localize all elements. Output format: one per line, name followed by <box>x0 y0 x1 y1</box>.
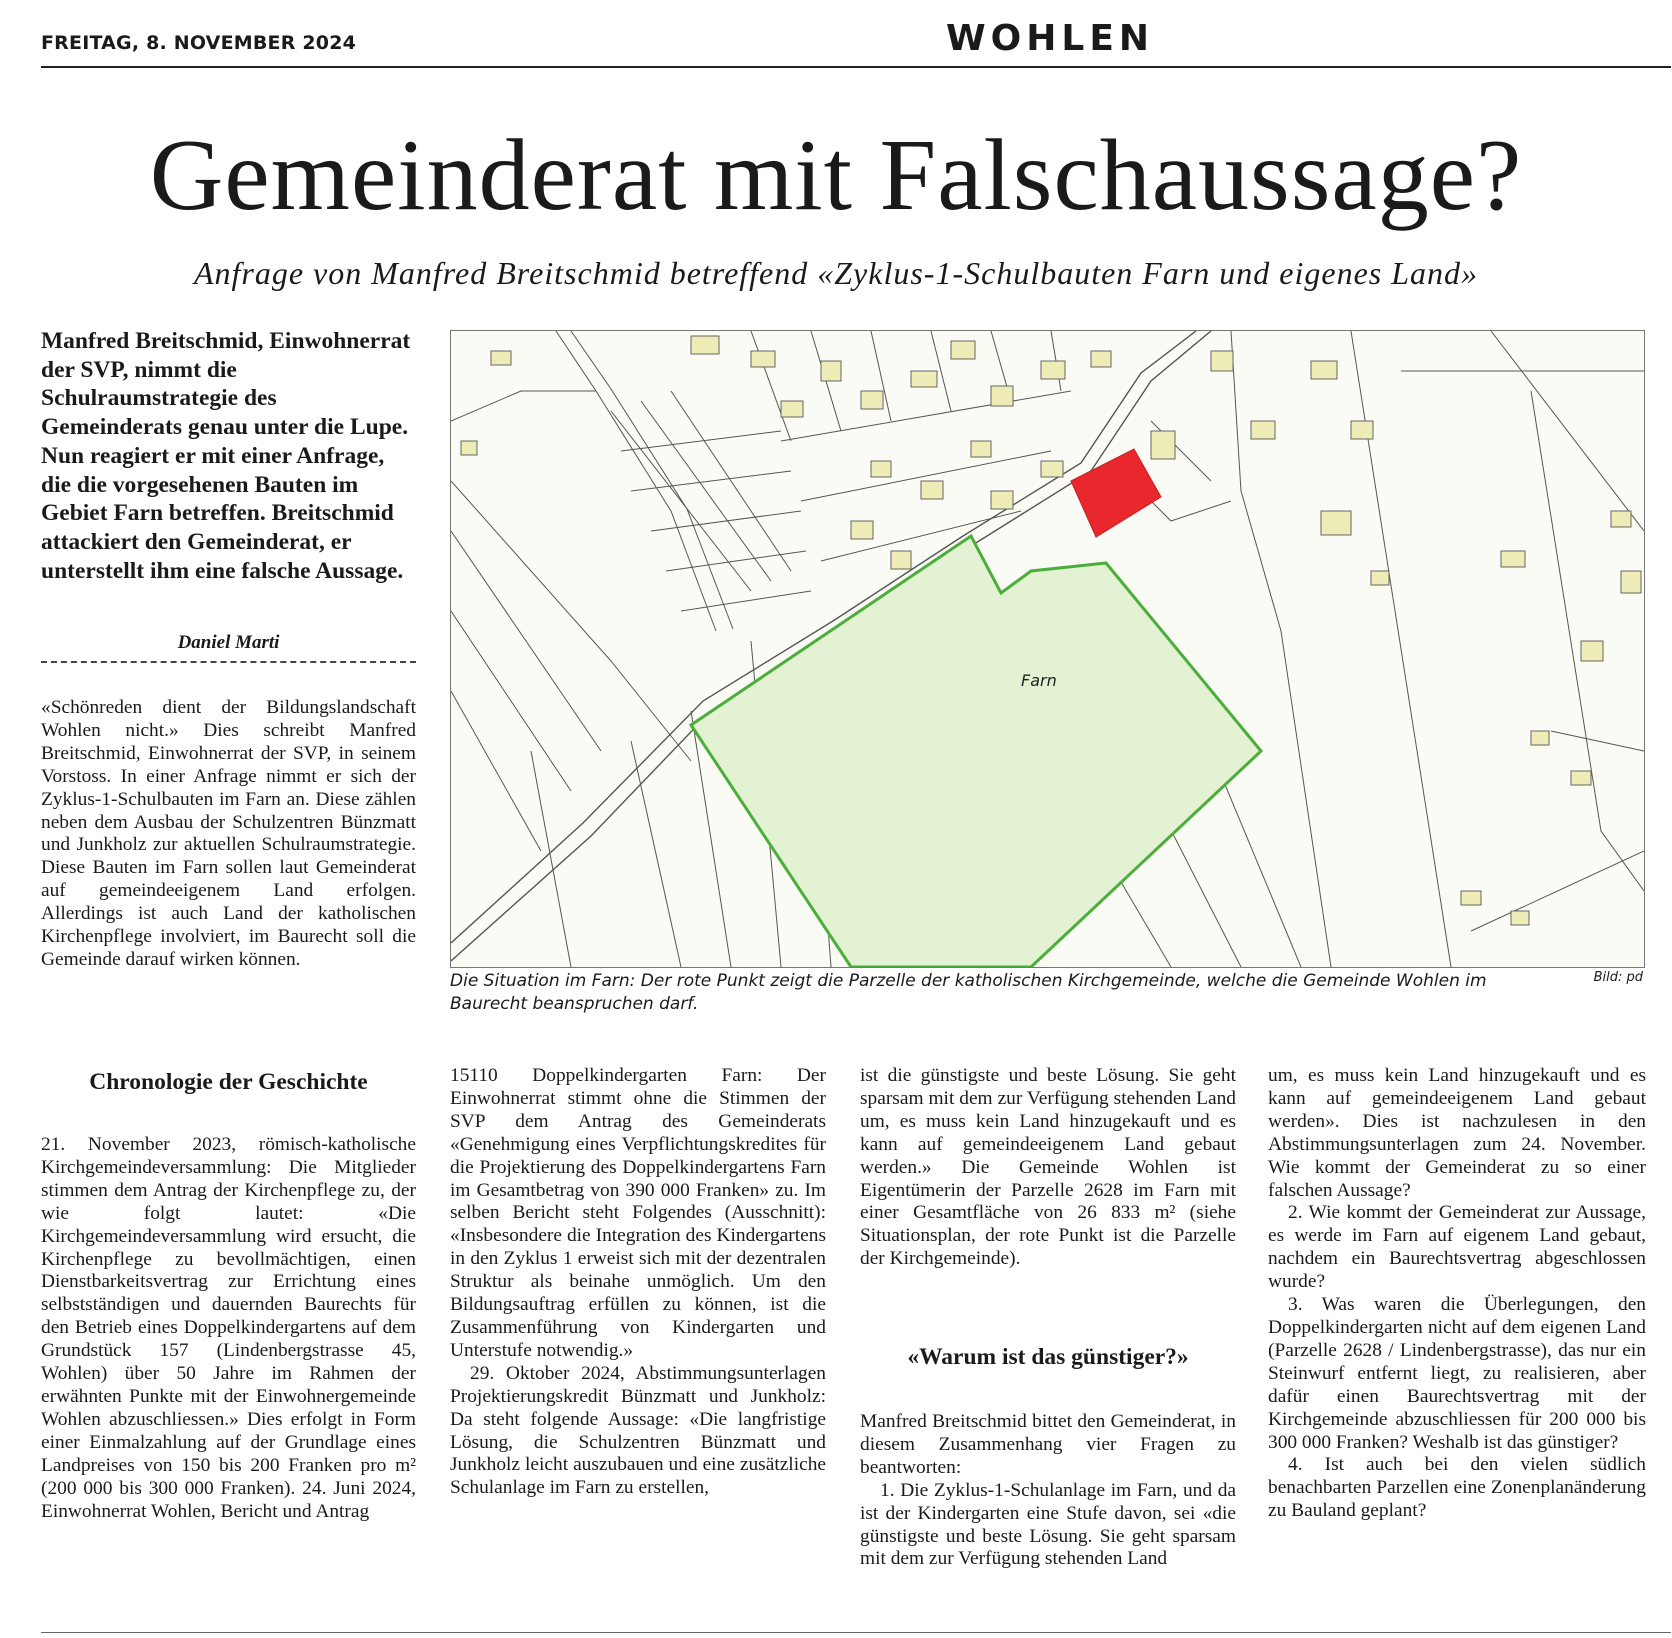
subheadline: Anfrage von Manfred Breitschmid betreffend «Zyklus-1-Schulbauten Farn und eigenes Land» <box>193 255 1479 291</box>
article-column-1 <box>41 1134 416 1523</box>
situation-map <box>450 330 1645 968</box>
headline: Gemeinderat mit Falschaussage? <box>149 119 1523 232</box>
author-byline: Daniel Marti <box>177 632 280 653</box>
footer-divider <box>41 1632 1671 1633</box>
photo-credit: Bild: pd <box>1593 970 1643 985</box>
question-2: 2. Wie kommt der Gemeinderat zur Aussage, es werde im Farn auf eigenem Land gebaut, nachdem ein Baurechtsvertrag abgeschlossen wurde? <box>1268 1202 1646 1293</box>
header-divider <box>41 66 1671 68</box>
column-2-paragraph-2: 29. Oktober 2024, Abstimmungsunterlagen Projektierungskredit Bünzmatt und Junkholz: Da steht folgende Aussage: «Die langfristige Lösung, die Schulzentren Bünzmatt und Junkholz leicht auszubauen und eine zusätzliche Schulanlage im Farn zu erstellen, <box>450 1362 826 1499</box>
figure-caption: Die Situation im Farn: Der rote Punkt zeigt die Parzelle der katholischen Kirchgemeinde, welche die Gemeinde Wohlen im Baurecht beanspruchen darf. <box>450 971 1487 1014</box>
intro-paragraph: «Schönreden dient der Bildungslandschaft Wohlen nicht.» Dies schreibt Manfred Breitschmid, Einwohnerrat der SVP, in seinem Vorstoss. In einer Anfrage nimmt er sich der Zyklus-1-Schulbauten im Farn an. Diese zählen neben dem Ausbau der Schulzentren Bünzmatt und Junkholz zur aktuellen Schulraumstrategie. Diese Bauten im Farn sollen laut Gemeinderat auf gemeindeeigenem Land erfolgen. Allerdings ist auch Land der katholischen Kirchenpflege involviert, im Baurecht soll die Gemeinde darauf wirken können. <box>41 697 416 970</box>
question-4: 4. Ist auch bei den vielen südlich benachbarten Parzellen eine Zonenplanänderung zu Bauland geplant? <box>1268 1454 1646 1522</box>
article-intro <box>41 697 416 972</box>
byline-divider <box>41 661 416 663</box>
question-3: 3. Was waren die Überlegungen, den Doppelkindergarten nicht auf dem eigenen Land (Parzelle 2628 / Lindenbergstrasse), das nur ein Steinwurf entfernt liegt, zu realisieren, aber dafür einen Baurechtsvertrag mit der Kirchgemeinde abzuschliessen für 200 000 bis 300 000 Franken? Weshalb ist das günstiger? <box>1268 1294 1646 1453</box>
question-1: 1. Die Zyklus-1-Schulanlage im Farn, und da ist der Kindergarten eine Stufe davon, sei «die günstigste und beste Lösung. Sie geht sparsam mit dem zur Verfügung stehenden Land <box>860 1479 1236 1570</box>
column-3-paragraph-2: Manfred Breitschmid bittet den Gemeinderat, in diesem Zusammenhang vier Fragen zu beantworten: <box>860 1411 1236 1478</box>
issue-date: FREITAG, 8. NOVEMBER 2024 <box>41 32 357 54</box>
subheading-chronology: Chronologie der Geschichte <box>89 1069 368 1095</box>
farn-parcel <box>691 536 1261 967</box>
article-lead: Manfred Breitschmid, Einwohnerrat der SVP, nimmt die Schulraumstrategie des Gemeinderats genau unter die Lupe. Nun reagiert er mit einer Anfrage, die die vorgesehenen Bauten im Gebiet Farn betreffen. Breitschmid attackiert den Gemeinderat, er unterstellt ihm eine falsche Aussage. <box>41 328 411 584</box>
chronology-paragraph: 21. November 2023, römisch-katholische Kirchgemeindeversammlung: Die Mitglieder stimmen dem Antrag der Kirchenpflege zu, der wie folgt lautet: «Die Kirchgemeindeversammlung wird ersucht, die Kirchenpflege zu bevollmächtigen, einen Dienstbarkeitsvertrag zur Errichtung eines selbstständigen und dauernden Baurechts für den Betrieb eines Doppelkindergartens auf dem Grundstück 157 (Lindenbergstrasse 45, Wohlen) über 50 Jahre im Rahmen der erwähnten Punkte mit der Einwohnergemeinde Wohlen abzuschliessen.» Dies erfolgt in Form einer Einmalzahlung auf der Grundlage eines Landpreises von 150 bis 200 Franken pro m² (200 000 bis 300 000 Franken). 24. Juni 2024, Einwohnerrat Wohlen, Bericht und Antrag <box>41 1134 416 1522</box>
article-column-2 <box>450 1065 826 1500</box>
subheading-warum: «Warum ist das günstiger?» <box>907 1344 1189 1370</box>
article-column-4 <box>1268 1065 1646 1523</box>
article-column-3-continued <box>860 1411 1236 1571</box>
map-label-farn: Farn <box>1021 671 1057 690</box>
column-4-paragraph-1: um, es muss kein Land hinzugekauft und es kann auf gemeindeeigenem Land gebaut werden». Dies ist nachzulesen in den Abstimmungsunterlagen zum 24. November. Wie kommt der Gemeinderat zu so einer falschen Aussage? <box>1268 1065 1646 1201</box>
column-2-paragraph-1: 15110 Doppelkindergarten Farn: Der Einwohnerrat stimmt ohne die Stimmen der SVP dem Antrag des Gemeinderats «Genehmigung eines Verpflichtungskredites für die Projektierung des Doppelkindergartens Farn im Gesamtbetrag von 390 000 Franken» zu. Im selben Bericht steht Folgendes (Ausschnitt): «Insbesondere die Integration des Kindergartens in den Zyklus 1 erweist sich mit der dezentralen Struktur als beinahe unmöglich. Um den Bildungsauftrag erfüllen zu können, ist die Zusammenführung von Kindergarten und Unterstufe notwendig.» <box>450 1065 826 1361</box>
column-3-paragraph-1: ist die günstigste und beste Lösung. Sie geht sparsam mit dem zur Verfügung stehenden Land um, es muss kein Land hinzugekauft und es kann auf gemeindeeigenem Land gebaut werden.» Die Gemeinde Wohlen ist Eigentümerin der Parzelle 2628 im Farn mit einer Gesamtfläche von 26 833 m² (siehe Situationsplan, der rote Punkt ist die Parzelle der Kirchgemeinde). <box>860 1065 1236 1270</box>
article-column-3 <box>860 1065 1236 1271</box>
section-title: WOHLEN <box>945 18 1155 59</box>
church-parcel <box>1071 449 1161 537</box>
map-drawing <box>451 331 1644 967</box>
